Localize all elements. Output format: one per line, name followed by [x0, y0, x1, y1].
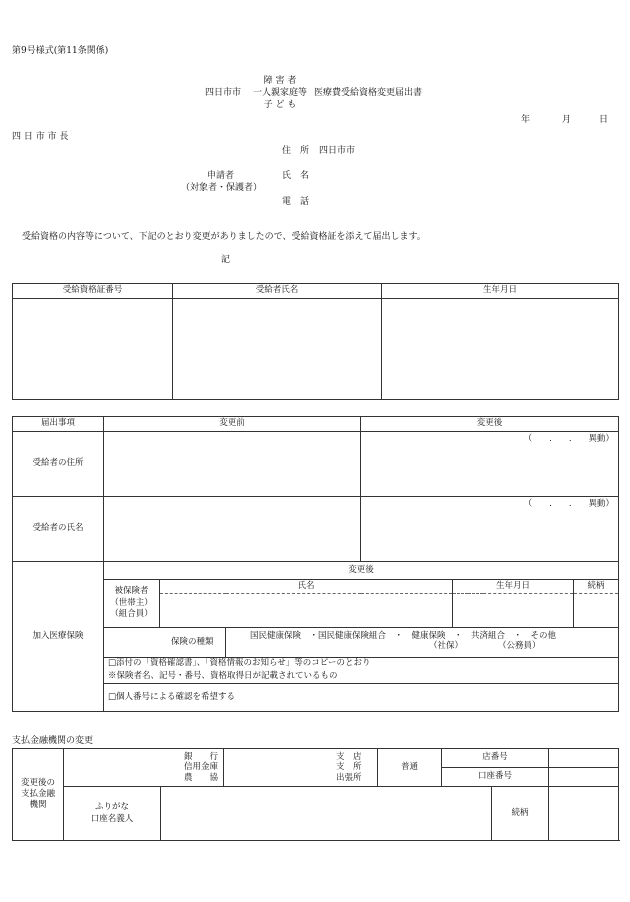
- certificate-no-cell[interactable]: [13, 299, 173, 400]
- holder-name-label: 口座名義人: [90, 813, 134, 824]
- insurance-note-2: ※保険者名、記号・番号、資格取得日が記載されているもの: [104, 671, 619, 684]
- insured-label: [104, 580, 160, 628]
- bank-section-title: 支払金融機関の変更: [12, 736, 94, 746]
- bank-label: [13, 749, 64, 841]
- date-day: 日: [599, 115, 609, 125]
- insured-birthdate-cell[interactable]: [453, 594, 574, 628]
- header-insured-birthdate: 生年月日: [453, 580, 574, 594]
- header-recipient-name: 受給者氏名: [173, 284, 382, 299]
- branch-types: [336, 752, 373, 784]
- insurance-type-list[interactable]: 国民健康保険 ・国民健康保険組合 ・ 健康保険 ・ 共済組合 ・ その他: [250, 631, 557, 642]
- row-name-label: 受給者の氏名: [13, 497, 104, 562]
- institution-name-cell[interactable]: [64, 749, 224, 787]
- name-label: 氏 名: [282, 171, 310, 181]
- title-type-1: 障 害 者: [263, 76, 297, 86]
- header-insured-name: 氏名: [160, 580, 453, 594]
- name-change-date: （ . . 異動）: [523, 499, 615, 509]
- title-city: 四日市市: [205, 88, 242, 98]
- statement: 受給資格の内容等について、下記のとおり変更がありましたので、受給資格証を添えて届出します。: [22, 232, 426, 242]
- title-type-3: 子 ど も: [263, 100, 297, 110]
- title-type-2: 一人親家庭等: [252, 88, 307, 98]
- bank-label-3: 機関: [29, 800, 47, 811]
- institution-type-nokyo: 農 協: [184, 772, 219, 783]
- recipient-name-cell[interactable]: [173, 299, 382, 400]
- header-insured-relation: 続柄: [574, 580, 619, 594]
- birthdate-cell[interactable]: [382, 299, 619, 400]
- bank-label-1: 変更後の: [20, 777, 55, 788]
- header-before: 変更前: [104, 417, 361, 432]
- date-month: 月: [562, 115, 572, 125]
- insurance-label: 加入医療保険: [13, 562, 104, 712]
- address-label: 住 所: [282, 146, 310, 156]
- row-address-label: 受給者の住所: [13, 432, 104, 497]
- insurance-after-header: 変更後: [104, 562, 619, 580]
- holder-label: [64, 787, 161, 841]
- branch-type-shucchojo: 出張所: [336, 772, 362, 783]
- insured-relation-cell[interactable]: [574, 594, 619, 628]
- address-before-cell[interactable]: [104, 432, 361, 497]
- address-change-date: （ . . 異動）: [523, 434, 615, 444]
- header-after: 変更後: [361, 417, 619, 432]
- form-number: 第9号様式(第11条関係): [12, 46, 109, 56]
- name-before-cell[interactable]: [104, 497, 361, 562]
- insurance-note-1[interactable]: □添付の「資格確認書」、「資格情報のお知らせ」等のコピーのとおり: [104, 658, 619, 671]
- ki: 記: [221, 255, 231, 265]
- insurance-type-label: 保険の種類: [160, 628, 226, 658]
- header-item: 届出事項: [13, 417, 104, 432]
- holder-relation-label: 続柄: [492, 787, 549, 841]
- insured-name-cell[interactable]: [160, 594, 453, 628]
- institution-type-bank: 銀 行: [184, 751, 219, 762]
- institution-type-shinkin: 信用金庫: [184, 762, 219, 773]
- addressee: 四 日 市 市 長: [12, 132, 69, 142]
- insured-label-3: （組合員）: [110, 609, 153, 620]
- insured-label-1: 被保険者: [114, 586, 149, 597]
- account-no-label: 口座番号: [442, 768, 549, 787]
- holder-name-cell[interactable]: [161, 787, 492, 841]
- branch-type-shiten: 支 店: [336, 751, 362, 762]
- furigana-label: ふりがな: [94, 801, 129, 812]
- branch-name-cell[interactable]: [224, 749, 378, 787]
- applicant-label: 申請者: [207, 171, 235, 181]
- phone-label: 電 話: [282, 197, 310, 207]
- insurance-note-3[interactable]: □個人番号による確認を希望する: [104, 684, 619, 712]
- insurance-type-komuin: （公務員）: [498, 640, 541, 651]
- insured-label-2: （世帯主）: [110, 597, 153, 608]
- insurance-type-options[interactable]: [226, 628, 619, 658]
- insurance-type-spacer: [104, 628, 160, 658]
- address-value: 四日市市: [319, 146, 356, 156]
- branch-no-cell[interactable]: [549, 749, 619, 768]
- title-subject: 医療費受給資格変更届出書: [314, 88, 423, 98]
- recipient-table: [12, 283, 619, 400]
- holder-relation-cell[interactable]: [549, 787, 619, 841]
- account-type: 普通: [378, 749, 442, 787]
- bank-table: [12, 748, 619, 841]
- date-year: 年: [521, 115, 531, 125]
- institution-types: [184, 752, 219, 784]
- branch-type-shisho: 支 所: [336, 762, 362, 773]
- address-after-cell[interactable]: [361, 432, 619, 497]
- insurance-type-shaho: （社保）: [429, 640, 464, 651]
- applicant-sub-label: （対象者・保護者）: [181, 183, 263, 193]
- name-after-cell[interactable]: [361, 497, 619, 562]
- account-no-cell[interactable]: [549, 768, 619, 787]
- header-birthdate: 生年月日: [382, 284, 619, 299]
- header-certificate-no: 受給資格証番号: [13, 284, 173, 299]
- bank-label-2: 支払金融: [20, 788, 55, 799]
- change-table: [12, 416, 619, 712]
- branch-no-label: 店番号: [442, 749, 549, 768]
